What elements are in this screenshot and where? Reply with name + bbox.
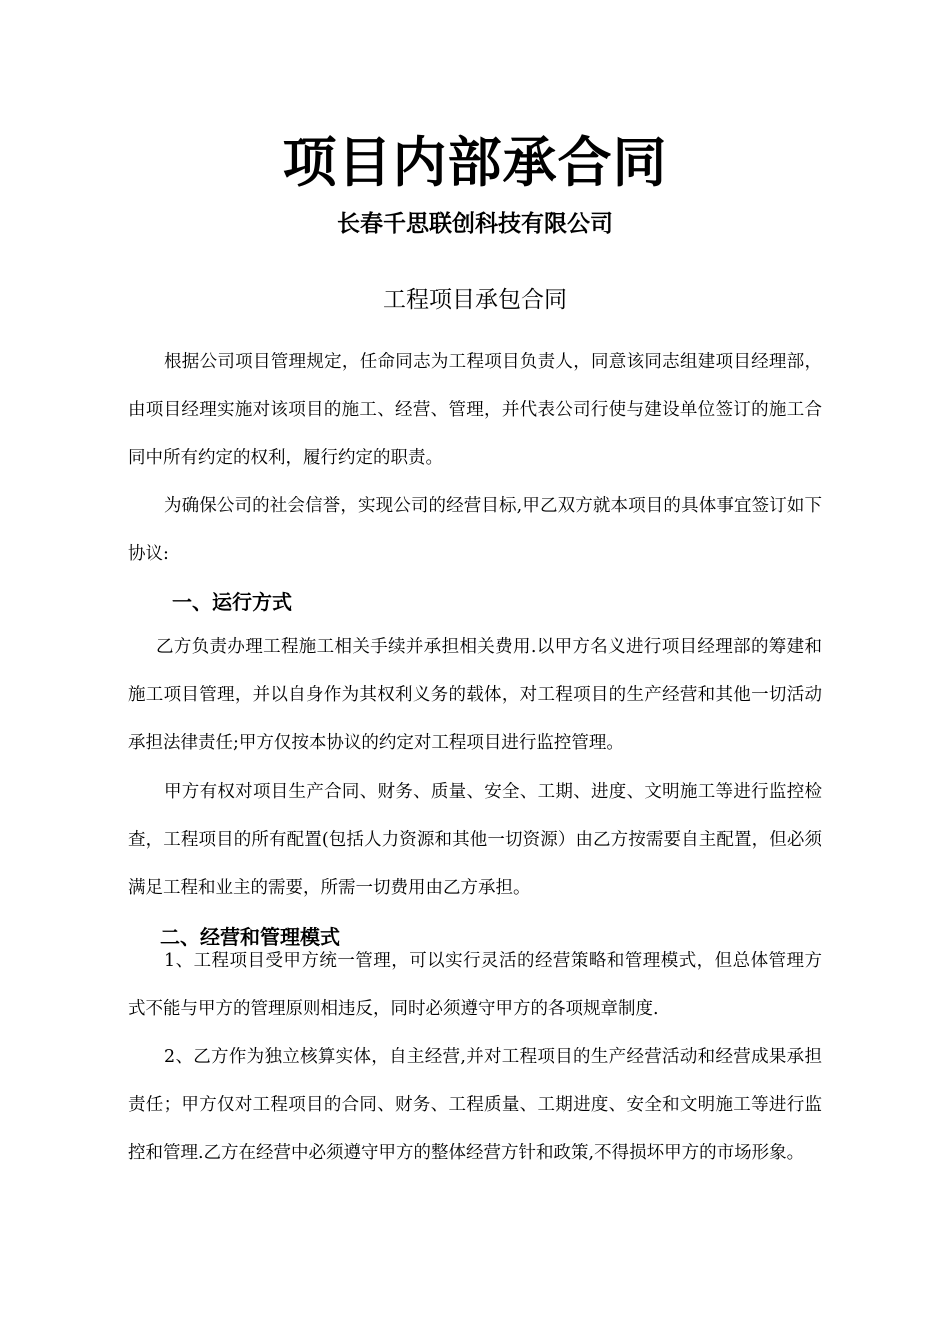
- company-name: 长春千思联创科技有限公司: [337, 211, 613, 237]
- intro-paragraph-1: 根据公司项目管理规定，任命同志为工程项目负责人，同意该同志组建项目经理部，由项目经理实施对该项目的施工、经营、管理，并代表公司行使与建设单位签订的施工合同中所有约定的权利，履行约定的职责。: [128, 352, 822, 468]
- section-1-heading: 一、运行方式: [172, 590, 292, 614]
- section-2-heading: 二、经营和管理模式: [160, 925, 340, 949]
- section-2-paragraph-1: 1、工程项目受甲方统一管理，可以实行灵活的经营策略和管理模式，但总体管理方式不能与甲方的管理原则相违反，同时必须遵守甲方的各项规章制度.: [128, 951, 822, 1019]
- section-1-paragraph-2: 甲方有权对项目生产合同、财务、质量、安全、工期、进度、文明施工等进行监控检查，工程项目的所有配置(包括人力资源和其他一切资源）由乙方按需要自主配置，但必须满足工程和业主的需要，所需一切费用由乙方承担。: [128, 782, 822, 898]
- contract-title: 工程项目承包合同: [383, 287, 567, 313]
- section-1-paragraph-1: 乙方负责办理工程施工相关手续并承担相关费用.以甲方名义进行项目经理部的筹建和施工项目管理，并以自身作为其权利义务的载体，对工程项目的生产经营和其他一切活动承担法律责任;甲方仅按本协议的约定对工程项目进行监控管理。: [128, 637, 822, 753]
- document-title: 项目内部承合同: [282, 131, 668, 194]
- intro-paragraph-2: 为确保公司的社会信誉，实现公司的经营目标,甲乙双方就本项目的具体事宜签订如下协议:: [128, 496, 822, 564]
- section-2-paragraph-2: 2、乙方作为独立核算实体，自主经营,并对工程项目的生产经营活动和经营成果承担责任；甲方仅对工程项目的合同、财务、工程质量、工期进度、安全和文明施工等进行监控和管理.乙方在经营中必须遵守甲方的整体经营方针和政策,不得损坏甲方的市场形象。: [128, 1047, 822, 1163]
